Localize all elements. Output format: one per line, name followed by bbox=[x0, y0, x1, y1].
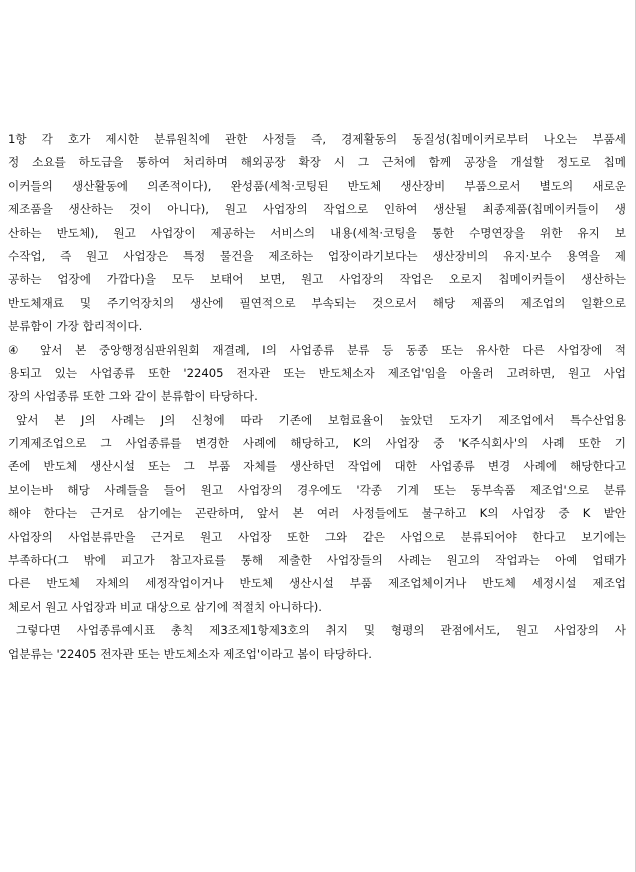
text-line: 반도체재료 및 주기억장치의 생산에 필연적으로 부속되는 것으로서 해당 제품의 제조업의 일환으로 bbox=[8, 295, 626, 310]
text-line: 해야 한다는 근거로 삼기에는 곤란하며, 앞서 본 여러 사정들에도 불구하고 K의 사업장 중 K 밭안 bbox=[8, 506, 626, 521]
text-line: ④ 앞서 본 중앙행정심판위원회 재결례, I의 사업종류 분류 등 동종 또는 유사한 다른 사업장에 적 bbox=[8, 342, 626, 357]
text-line: 다른 반도체 자체의 세정작업이거나 반도체 생산시설 부품 제조업체이거나 반도체 세정시설 제조업 bbox=[8, 576, 626, 591]
text-line: 용되고 있는 사업종류 또한 '22405 전자관 또는 반도체소자 제조업'임을 아울러 고려하면, 원고 사업 bbox=[8, 365, 626, 380]
text-line: 체로서 원고 사업장과 비교 대상으로 삼기에 적절치 아니하다). bbox=[8, 599, 322, 614]
text-line: 부족하다(그 밖에 피고가 참고자료를 통해 제출한 사업장들의 사례는 원고의 작업과는 아예 업태가 bbox=[8, 553, 626, 568]
text-line: 수작업, 즉 원고 사업장은 특정 물건을 제조하는 업장이라기보다는 생산장비의 유지·보수 용역을 제 bbox=[8, 248, 626, 263]
text-line: 보이는바 해당 사례들을 들어 원고 사업장의 경우에도 '각종 기계 또는 동부속품 제조업'으로 분류 bbox=[8, 482, 626, 497]
text-line: 기계제조업으로 그 사업종류를 변경한 사례에 해당하고, K의 사업장 중 'K주식회사'의 사례 또한 기 bbox=[8, 436, 626, 451]
text-line: 그렇다면 사업종류예시표 총칙 제3조제1항제3호의 취지 및 형평의 관점에서도, 원고 사업장의 사 bbox=[16, 623, 626, 638]
text-line: 정 소요를 하도급을 통하여 처리하며 해외공장 확장 시 그 근처에 함께 공장을 개설할 정도로 칩메 bbox=[8, 155, 626, 170]
text-line: 사업장의 사업분류만을 근거로 원고 사업장 또한 그와 같은 사업으로 분류되어야 한다고 보기에는 bbox=[8, 529, 626, 544]
document-body bbox=[8, 128, 626, 666]
text-line: 제조품을 생산하는 것이 아니다), 원고 사업장의 작업으로 인하여 생산될 최종제품(칩메이커들이 생 bbox=[8, 202, 626, 217]
text-line: 분류함이 가장 합리적이다. bbox=[8, 319, 143, 334]
text-line: 산하는 반도체), 원고 사업장이 제공하는 서비스의 내용(세척·코팅을 통한 수명연장을 위한 유지 보 bbox=[8, 225, 626, 240]
text-line: 이커들의 생산활동에 의존적이다), 완성품(세척·코팅된 반도체 생산장비 부품으로서 별도의 새로운 bbox=[8, 178, 626, 193]
text-line: 업분류는 '22405 전자관 또는 반도체소자 제조업'이라고 봄이 타당하다. bbox=[8, 646, 372, 661]
text-line: 장의 사업종류 또한 그와 같이 분류함이 타당하다. bbox=[8, 389, 258, 404]
text-line: 앞서 본 J의 사례는 J의 신청에 따라 기존에 보험료율이 높았던 도자기 제조업에서 특수산업용 bbox=[16, 412, 626, 427]
text-line: 공하는 업장에 가깝다)을 모두 보태어 보면, 원고 사업장의 작업은 오로지 칩메이커들이 생산하는 bbox=[8, 272, 626, 287]
text-line: 1항 각 호가 제시한 분류원칙에 관한 사정들 즉, 경제활동의 동질성(칩메이커로부터 나오는 부품세 bbox=[8, 132, 626, 146]
text-line: 존에 반도체 생산시설 또는 그 부품 자체를 생산하던 작업에 대한 사업종류 변경 사례에 해당한다고 bbox=[8, 459, 626, 474]
